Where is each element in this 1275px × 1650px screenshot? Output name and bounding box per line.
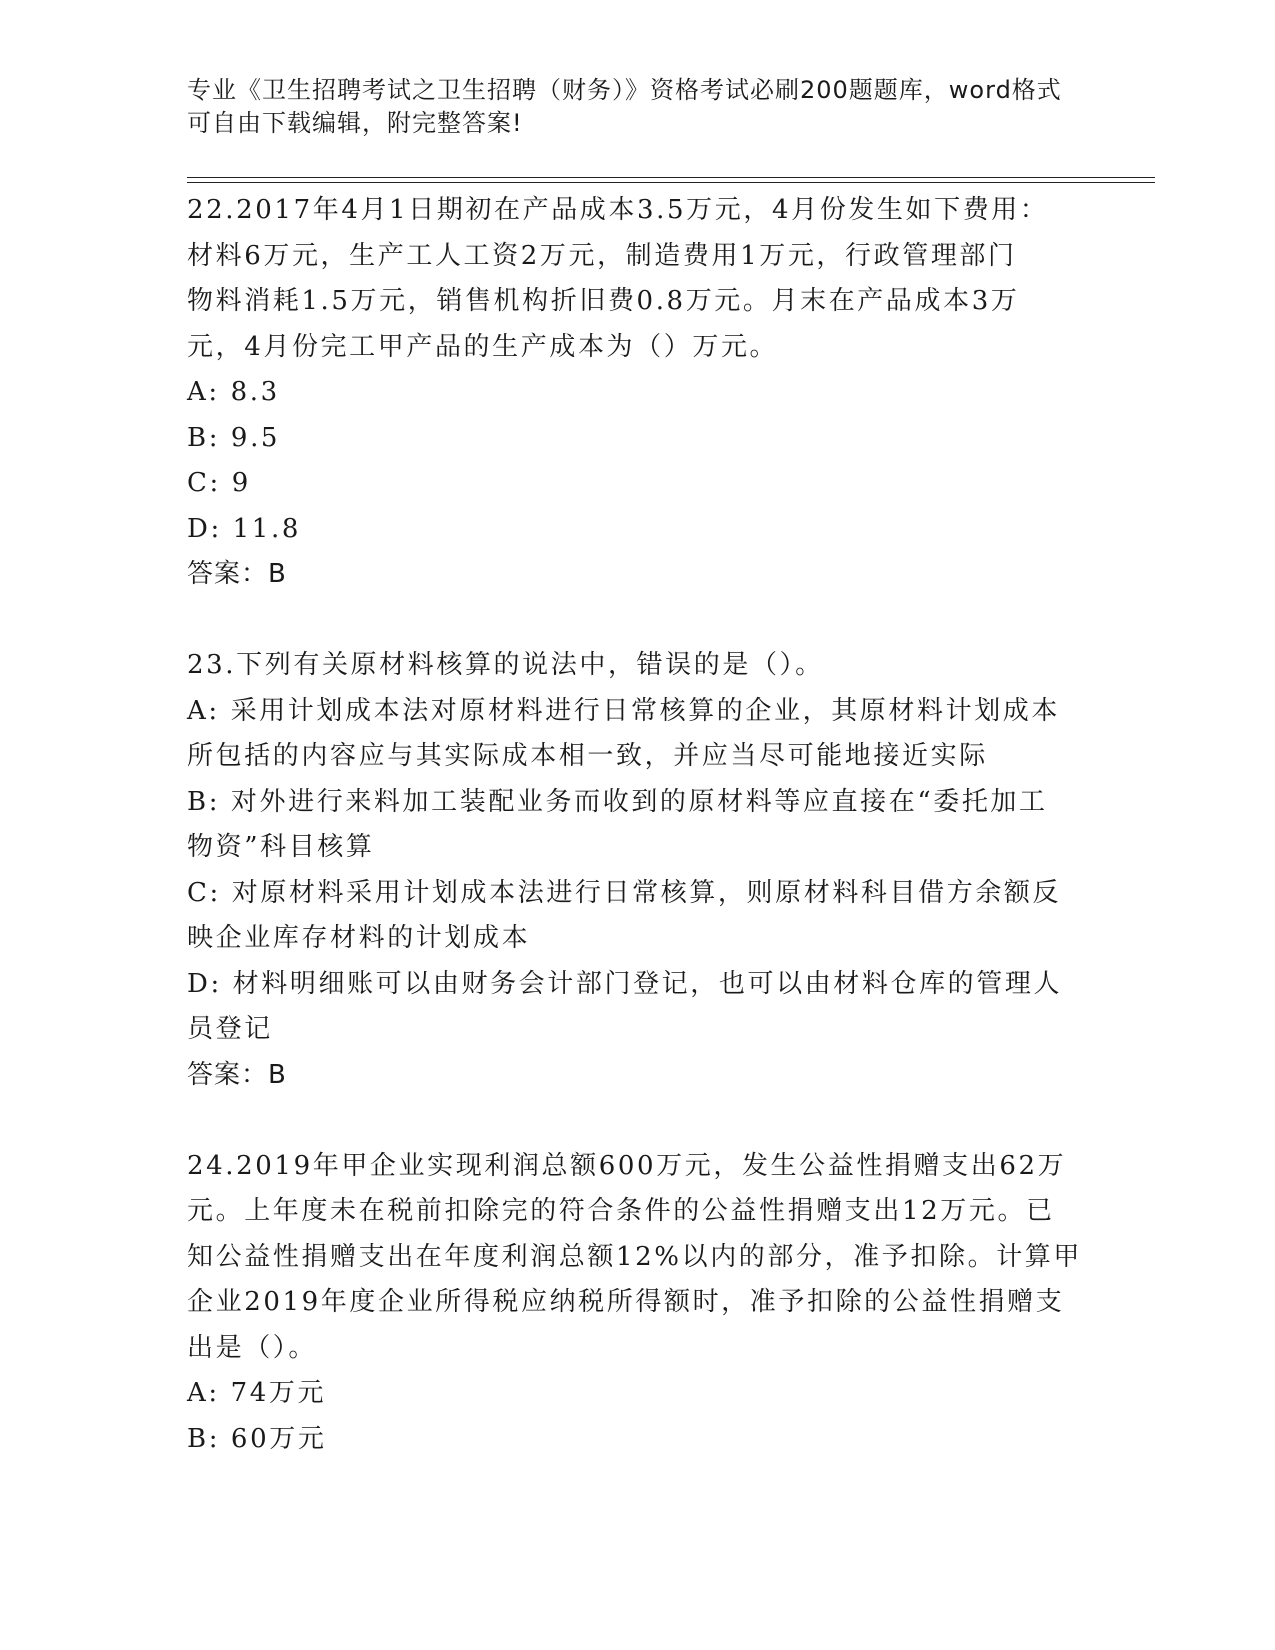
header-line: 专业《卫生招聘考试之卫生招聘（财务）》资格考试必刷200题题库，word格式 xyxy=(187,76,1062,104)
header-line: 可自由下载编辑，附完整答案! xyxy=(187,109,523,137)
option-b: B: 9.5 xyxy=(187,422,281,453)
stem-line: 企业2019年度企业所得税应纳税所得额时，准予扣除的公益性捐赠支 xyxy=(187,1287,1065,1317)
header-divider xyxy=(187,182,1155,183)
option-line: 映企业库存材料的计划成本 xyxy=(187,923,531,953)
stem-line: 22.2017年4月1日期初在产品成本3.5万元，4月份发生如下费用： xyxy=(187,195,1049,225)
option-a: A: 8.3 xyxy=(187,377,280,407)
answer-line: 答案：B xyxy=(187,559,287,589)
option-line: 员登记 xyxy=(187,1014,273,1044)
question-spacer xyxy=(187,1098,1087,1144)
stem-line: 知公益性捐赠支出在年度利润总额12%以内的部分，准予扣除。计算甲 xyxy=(187,1241,1082,1272)
question-23 xyxy=(187,643,1087,1098)
question-stem xyxy=(187,1144,1087,1372)
option-line: C: 对原材料采用计划成本法进行日常核算，则原材料科目借方余额反 xyxy=(187,877,1062,908)
question-list xyxy=(187,188,1087,1462)
option-d: D: 11.8 xyxy=(187,513,301,544)
option-line: 所包括的内容应与其实际成本相一致，并应当尽可能地接近实际 xyxy=(187,741,988,771)
document-header xyxy=(187,74,1087,140)
stem-line: 物料消耗1.5万元，销售机构折旧费0.8万元。月末在产品成本3万 xyxy=(187,286,1020,316)
stem-line: 24.2019年甲企业实现利润总额600万元，发生公益性捐赠支出62万 xyxy=(187,1150,1067,1181)
option-a xyxy=(187,689,1087,780)
stem-line: 元。上年度未在税前扣除完的符合条件的公益性捐赠支出12万元。已 xyxy=(187,1196,1055,1226)
option-c: C: 9 xyxy=(187,468,251,498)
stem-line: 23.下列有关原材料核算的说法中，错误的是（）。 xyxy=(187,650,824,680)
question-22 xyxy=(187,188,1087,598)
answer-line: 答案：B xyxy=(187,1059,287,1090)
option-c xyxy=(187,871,1087,962)
option-b: B: 60万元 xyxy=(187,1423,327,1454)
option-a: A: 74万元 xyxy=(187,1378,327,1408)
option-line: B: 对外进行来料加工装配业务而收到的原材料等应直接在“委托加工 xyxy=(187,786,1048,817)
option-b xyxy=(187,780,1087,871)
stem-line: 材料6万元，生产工人工资2万元，制造费用1万元，行政管理部门 xyxy=(187,240,1017,271)
header-divider xyxy=(187,177,1155,178)
question-stem xyxy=(187,188,1087,370)
option-line: D: 材料明细账可以由财务会计部门登记，也可以由材料仓库的管理人 xyxy=(187,968,1063,999)
question-spacer xyxy=(187,598,1087,644)
option-line: A: 采用计划成本法对原材料进行日常核算的企业，其原材料计划成本 xyxy=(187,695,1061,726)
option-d xyxy=(187,962,1087,1053)
stem-line: 出是（）。 xyxy=(187,1332,318,1363)
option-line: 物资”科目核算 xyxy=(187,832,375,862)
stem-line: 元，4月份完工甲产品的生产成本为（）万元。 xyxy=(187,331,779,362)
question-24 xyxy=(187,1144,1087,1463)
question-stem xyxy=(187,643,1087,689)
